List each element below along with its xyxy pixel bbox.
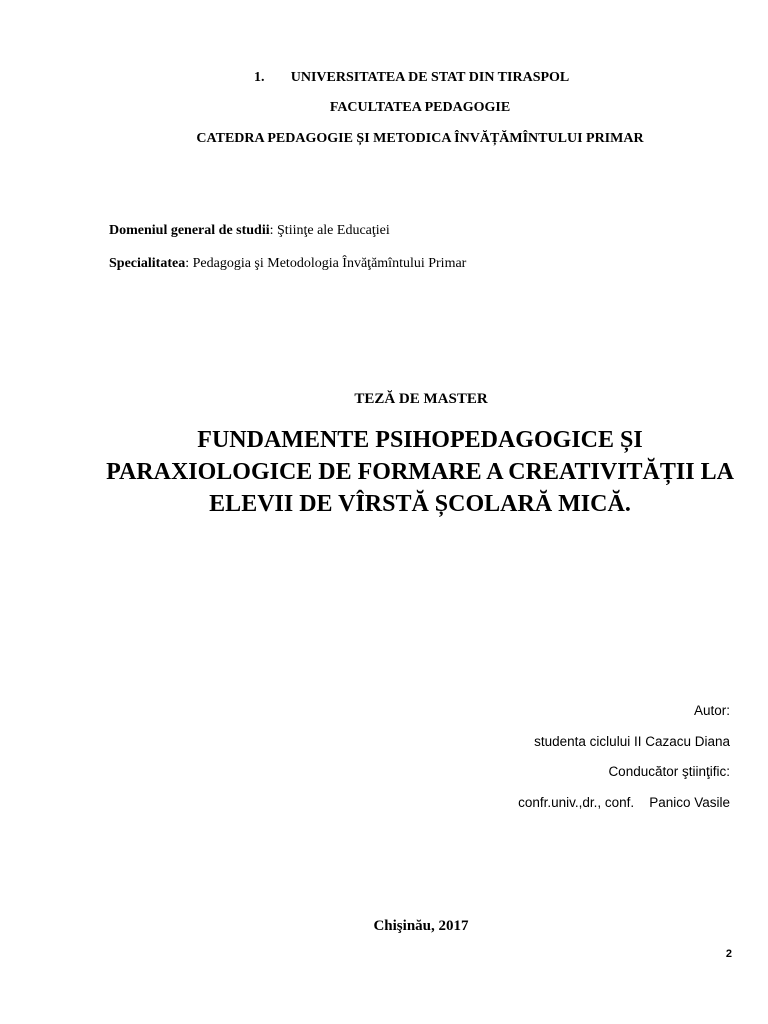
study-domain	[109, 223, 390, 239]
specialty-label: Specialitatea	[109, 256, 186, 271]
study-domain-value: : Ştiinţe ale Educaţiei	[269, 223, 390, 238]
specialty-value: : Pedagogia şi Metodologia Învăţămîntului Primar	[185, 256, 467, 271]
author-name: studenta ciclului II Cazacu Diana	[534, 734, 730, 749]
page-number: 2	[725, 948, 732, 960]
city-year: Chişinău, 2017	[373, 918, 469, 934]
supervisor-label: Conducător ştiinţific:	[608, 764, 730, 779]
faculty-name: FACULTATEA PEDAGOGIE	[329, 100, 511, 115]
department-name: CATEDRA PEDAGOGIE ȘI METODICA ÎNVĂȚĂMÎNTULUI PRIMAR	[196, 131, 644, 146]
thesis-type: TEZĂ DE MASTER	[354, 391, 488, 407]
header-number: 1.	[254, 70, 265, 85]
specialty	[109, 256, 466, 272]
university-name: UNIVERSITATEA DE STAT DIN TIRASPOL	[290, 70, 570, 85]
supervisor-name: confr.univ.,dr., conf. Panico Vasile	[518, 795, 730, 810]
author-label: Autor:	[693, 703, 730, 718]
thesis-title: FUNDAMENTE PSIHOPEDAGOGICE ȘI PARAXIOLOGICE DE FORMARE A CREATIVITĂȚII LA ELEVII DE VÎRSTĂ ȘCOLARĂ MICĂ.	[106, 427, 734, 517]
study-domain-label: Domeniul general de studii	[109, 223, 270, 238]
